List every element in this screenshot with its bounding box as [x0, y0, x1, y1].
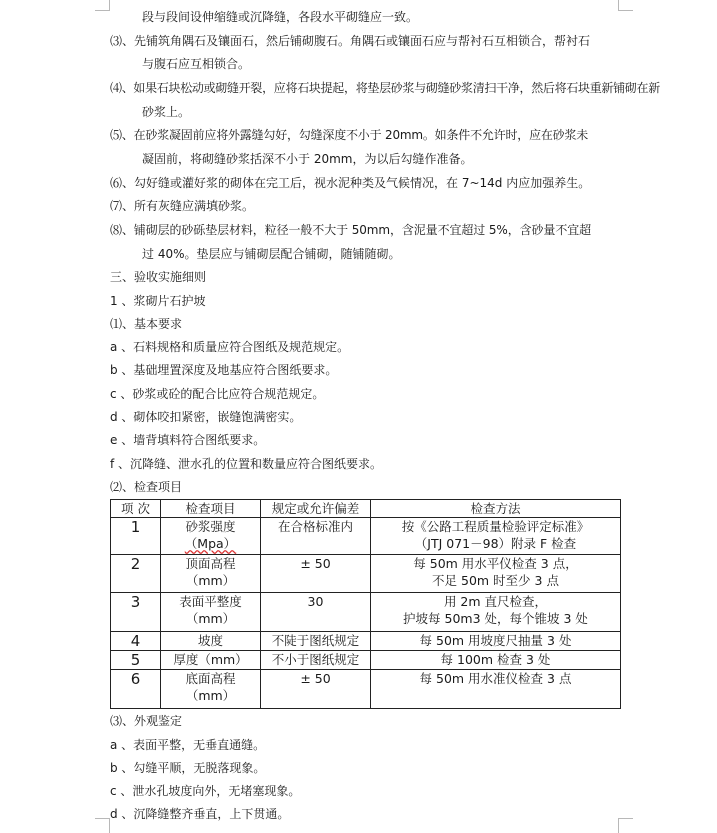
row-number: 2 [111, 554, 161, 593]
paragraph-line: 凝固前，将砌缝砂浆括深不小于 20mm，为以后勾缝作准备。 [142, 152, 473, 166]
tolerance-line: ± 50 [300, 671, 331, 687]
table-row [111, 593, 621, 632]
list-item: a 、石料规格和质量应符合图纸及规范规定。 [110, 340, 350, 354]
method-line: 不足 50m 时至少 3 点 [432, 572, 559, 588]
inspection-table [110, 499, 621, 709]
paragraph-line: 过 40%。垫层应与铺砌层配合铺砌，随铺随砌。 [142, 247, 401, 261]
list-item: b 、基础埋置深度及地基应符合图纸要求。 [110, 363, 338, 377]
table-row [111, 631, 621, 650]
item-line: 顶面高程 [185, 555, 236, 571]
item-line: 坡度 [197, 632, 223, 648]
section-heading: 三、验收实施细则 [110, 270, 207, 284]
list-item: d 、沉降缝整齐垂直，上下贯通。 [110, 807, 290, 821]
method-cell [371, 593, 621, 632]
crop-mark-bottom-right [618, 818, 633, 833]
method-line: 用 2m 直尺检查， [443, 594, 548, 610]
subsection-heading: 1 、浆砌片石护坡 [110, 294, 206, 308]
tolerance-line: ± 50 [300, 555, 331, 571]
subsection-heading: ⑶、外观鉴定 [110, 714, 183, 728]
tolerance-line: 30 [307, 594, 324, 610]
tolerance-cell [261, 593, 371, 632]
method-cell [371, 631, 621, 650]
paragraph-line: ⑷、如果石块松动或砌缝开裂，应将石块提起，将垫层砂浆与砌缝砂浆清扫干净，然后将石块重新铺砌在新 [110, 81, 660, 95]
table-row [111, 670, 621, 709]
header-cell: 项 次 [111, 500, 161, 518]
row-number: 1 [111, 518, 161, 555]
tolerance-line: 不小于图纸规定 [271, 652, 360, 668]
paragraph-line: ⑶、先铺筑角隅石及镶面石，然后铺砌腹石。角隅石或镶面石应与帮衬石互相锁合，帮衬石 [110, 34, 591, 48]
item-line: （mm） [185, 688, 236, 704]
list-item: c 、泄水孔坡度向外，无堵塞现象。 [110, 784, 301, 798]
table-header-row [111, 500, 621, 518]
row-number: 6 [111, 670, 161, 709]
list-item: f 、沉降缝、泄水孔的位置和数量应符合图纸要求。 [110, 457, 383, 471]
method-line: 按《公路工程质量检验评定标准》 [401, 519, 590, 535]
table-row [111, 518, 621, 555]
list-item: b 、勾缝平顺，无脱落现象。 [110, 761, 266, 775]
tolerance-cell [261, 651, 371, 670]
item-cell [161, 593, 261, 632]
subsection-heading: ⑵、检查项目 [110, 480, 183, 494]
table-row [111, 651, 621, 670]
subsection-heading: ⑴、基本要求 [110, 317, 183, 331]
method-line: 每 50m 用坡度尺抽量 3 处 [419, 632, 572, 648]
row-number: 5 [111, 651, 161, 670]
header-cell: 规定或允许偏差 [261, 500, 371, 518]
list-item: d 、砌体咬扣紧密，嵌缝饱满密实。 [110, 410, 302, 424]
method-cell [371, 651, 621, 670]
paragraph-line: ⑻、铺砌层的砂砾垫层材料，粒径一般不大于 50mm，含泥量不宜超过 5%，含砂量不宜超 [110, 223, 592, 237]
tolerance-cell [261, 554, 371, 593]
method-line: 护坡每 50m3 处，每个锥坡 3 处 [403, 611, 588, 627]
method-line: （JTJ 071－98）附录 F 检查 [414, 536, 577, 552]
item-cell [161, 670, 261, 709]
item-line: （Mpa） [184, 536, 237, 552]
crop-mark-top-left [95, 0, 110, 11]
list-item: e 、墙背填料符合图纸要求。 [110, 433, 266, 447]
list-item: c 、砂浆或砼的配合比应符合规范规定。 [110, 387, 325, 401]
tolerance-cell [261, 518, 371, 555]
paragraph-line: 与腹石应互相锁合。 [142, 57, 251, 71]
item-line: 底面高程 [185, 671, 236, 687]
method-cell [371, 670, 621, 709]
header-cell: 检查方法 [371, 500, 621, 518]
item-line: 厚度（mm） [173, 652, 248, 668]
paragraph-line: 段与段间设伸缩缝或沉降缝，各段水平砌缝应一致。 [142, 10, 419, 24]
crop-mark-bottom-left [95, 818, 110, 833]
tolerance-cell [261, 631, 371, 650]
method-line: 每 50m 用水平仪检查 3 点， [413, 555, 578, 571]
item-cell [161, 554, 261, 593]
row-number: 4 [111, 631, 161, 650]
paragraph-line: ⑸、在砂浆凝固前应将外露缝勾好，勾缝深度不小于 20mm。如条件不允许时，应在砂浆未 [110, 128, 589, 142]
method-line: 每 50m 用水准仪检查 3 点 [419, 671, 572, 687]
item-cell [161, 518, 261, 555]
method-line: 每 100m 检查 3 处 [440, 652, 551, 668]
crop-mark-top-right [618, 0, 633, 11]
list-item: a 、表面平整，无垂直通缝。 [110, 738, 266, 752]
tolerance-line: 在合格标准内 [277, 519, 353, 535]
item-line: 砂浆强度 [185, 519, 236, 535]
table-row [111, 554, 621, 593]
header-cell: 检查项目 [161, 500, 261, 518]
item-line: （mm） [185, 611, 236, 627]
method-cell [371, 554, 621, 593]
paragraph-line: ⑺、所有灰缝应满填砂浆。 [110, 199, 255, 213]
tolerance-line: 不陡于图纸规定 [271, 632, 360, 648]
paragraph-line: ⑹、勾好缝或灌好浆的砌体在完工后，视水泥种类及气候情况，在 7~14d 内应加强养生。 [110, 176, 591, 190]
item-line: （mm） [185, 572, 236, 588]
item-line: 表面平整度 [179, 594, 242, 610]
method-cell [371, 518, 621, 555]
paragraph-line: 砂浆上。 [142, 105, 191, 119]
item-cell [161, 631, 261, 650]
row-number: 3 [111, 593, 161, 632]
tolerance-cell [261, 670, 371, 709]
item-cell [161, 651, 261, 670]
